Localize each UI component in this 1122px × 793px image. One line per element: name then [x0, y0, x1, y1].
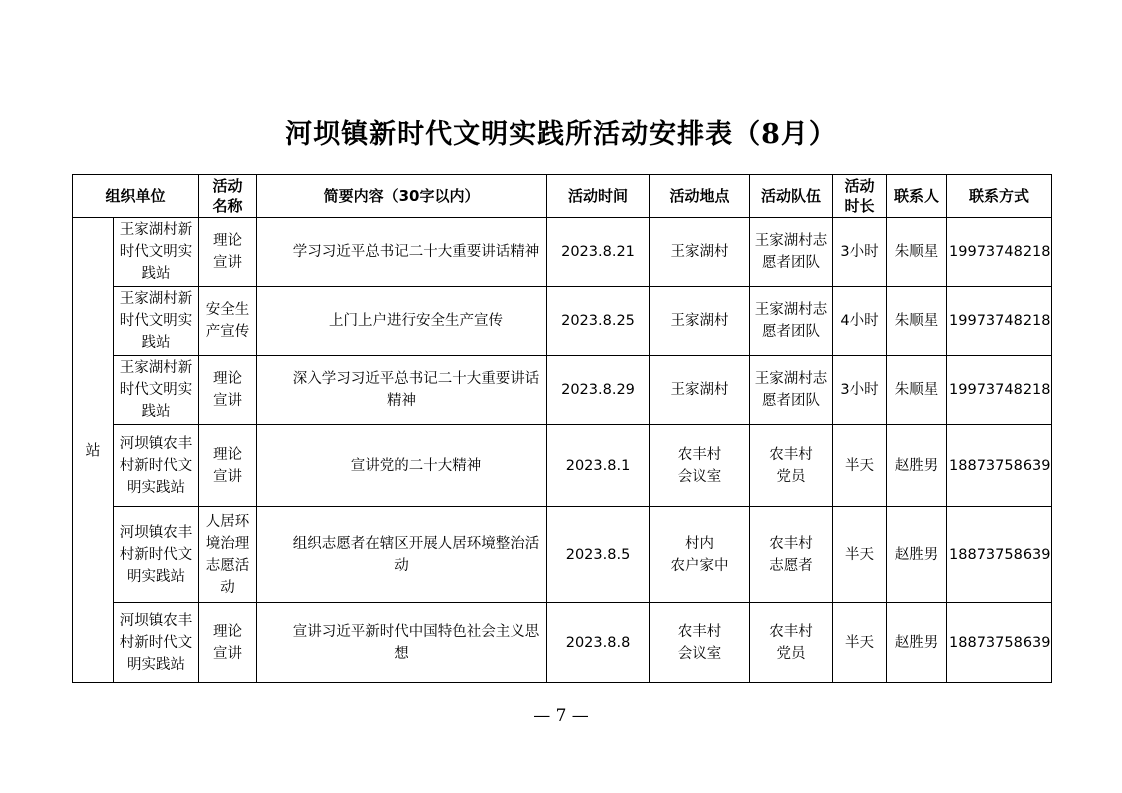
cell-duration: 半天 [833, 603, 887, 683]
header-phone: 联系方式 [947, 175, 1052, 218]
cell-team: 王家湖村志愿者团队 [750, 356, 833, 425]
cell-time: 2023.8.8 [547, 603, 650, 683]
table-row [73, 507, 1052, 603]
page-number: — 7 — [533, 706, 589, 726]
cell-duration: 3小时 [833, 356, 887, 425]
cell-name: 理论 宣讲 [199, 356, 257, 425]
cell-team: 农丰村 党员 [750, 603, 833, 683]
cell-phone: 19973748218 [947, 287, 1052, 356]
cell-name: 理论 宣讲 [199, 425, 257, 507]
cell-name: 人居环境治理志愿活动 [199, 507, 257, 603]
cell-org: 王家湖村新时代文明实践站 [114, 218, 199, 287]
cell-team: 农丰村 党员 [750, 425, 833, 507]
side-label: 站 [73, 218, 114, 683]
cell-time: 2023.8.25 [547, 287, 650, 356]
cell-name: 安全生产宣传 [199, 287, 257, 356]
cell-content: 深入学习习近平总书记二十大重要讲话精神 [257, 356, 547, 425]
header-contact: 联系人 [887, 175, 947, 218]
cell-contact: 赵胜男 [887, 425, 947, 507]
cell-name: 理论 宣讲 [199, 218, 257, 287]
cell-time: 2023.8.1 [547, 425, 650, 507]
cell-contact: 朱顺星 [887, 218, 947, 287]
table-row [73, 356, 1052, 425]
table-row [73, 218, 1052, 287]
table-header-row [73, 175, 1052, 218]
cell-contact: 赵胜男 [887, 603, 947, 683]
cell-place: 农丰村 会议室 [650, 603, 750, 683]
header-content: 简要内容（30字以内） [257, 175, 547, 218]
cell-time: 2023.8.5 [547, 507, 650, 603]
cell-place: 农丰村 会议室 [650, 425, 750, 507]
table-row [73, 287, 1052, 356]
cell-duration: 半天 [833, 507, 887, 603]
cell-contact: 朱顺星 [887, 356, 947, 425]
cell-phone: 18873758639 [947, 507, 1052, 603]
cell-time: 2023.8.21 [547, 218, 650, 287]
cell-org: 王家湖村新时代文明实践站 [114, 287, 199, 356]
cell-org: 河坝镇农丰村新时代文明实践站 [114, 507, 199, 603]
cell-team: 农丰村 志愿者 [750, 507, 833, 603]
header-time: 活动时间 [547, 175, 650, 218]
cell-duration: 半天 [833, 425, 887, 507]
cell-phone: 18873758639 [947, 603, 1052, 683]
cell-place: 王家湖村 [650, 287, 750, 356]
header-team: 活动队伍 [750, 175, 833, 218]
cell-org: 河坝镇农丰村新时代文明实践站 [114, 425, 199, 507]
cell-org: 王家湖村新时代文明实践站 [114, 356, 199, 425]
table-row [73, 425, 1052, 507]
cell-duration: 4小时 [833, 287, 887, 356]
cell-place: 王家湖村 [650, 356, 750, 425]
header-name: 活动 名称 [199, 175, 257, 218]
cell-time: 2023.8.29 [547, 356, 650, 425]
cell-team: 王家湖村志愿者团队 [750, 218, 833, 287]
cell-contact: 赵胜男 [887, 507, 947, 603]
cell-content: 组织志愿者在辖区开展人居环境整治活动 [257, 507, 547, 603]
header-place: 活动地点 [650, 175, 750, 218]
cell-content: 宣讲习近平新时代中国特色社会主义思想 [257, 603, 547, 683]
page-title: 河坝镇新时代文明实践所活动安排表（8月） [285, 119, 837, 150]
table-row [73, 603, 1052, 683]
cell-place: 村内 农户家中 [650, 507, 750, 603]
cell-phone: 19973748218 [947, 356, 1052, 425]
cell-phone: 18873758639 [947, 425, 1052, 507]
header-org: 组织单位 [73, 175, 199, 218]
cell-duration: 3小时 [833, 218, 887, 287]
cell-content: 学习习近平总书记二十大重要讲话精神 [257, 218, 547, 287]
cell-place: 王家湖村 [650, 218, 750, 287]
cell-content: 上门上户进行安全生产宣传 [257, 287, 547, 356]
cell-name: 理论 宣讲 [199, 603, 257, 683]
header-duration: 活动 时长 [833, 175, 887, 218]
cell-contact: 朱顺星 [887, 287, 947, 356]
cell-phone: 19973748218 [947, 218, 1052, 287]
cell-team: 王家湖村志愿者团队 [750, 287, 833, 356]
activity-schedule-table [72, 174, 1052, 683]
table-body [73, 218, 1052, 683]
cell-org: 河坝镇农丰村新时代文明实践站 [114, 603, 199, 683]
cell-content: 宣讲党的二十大精神 [257, 425, 547, 507]
